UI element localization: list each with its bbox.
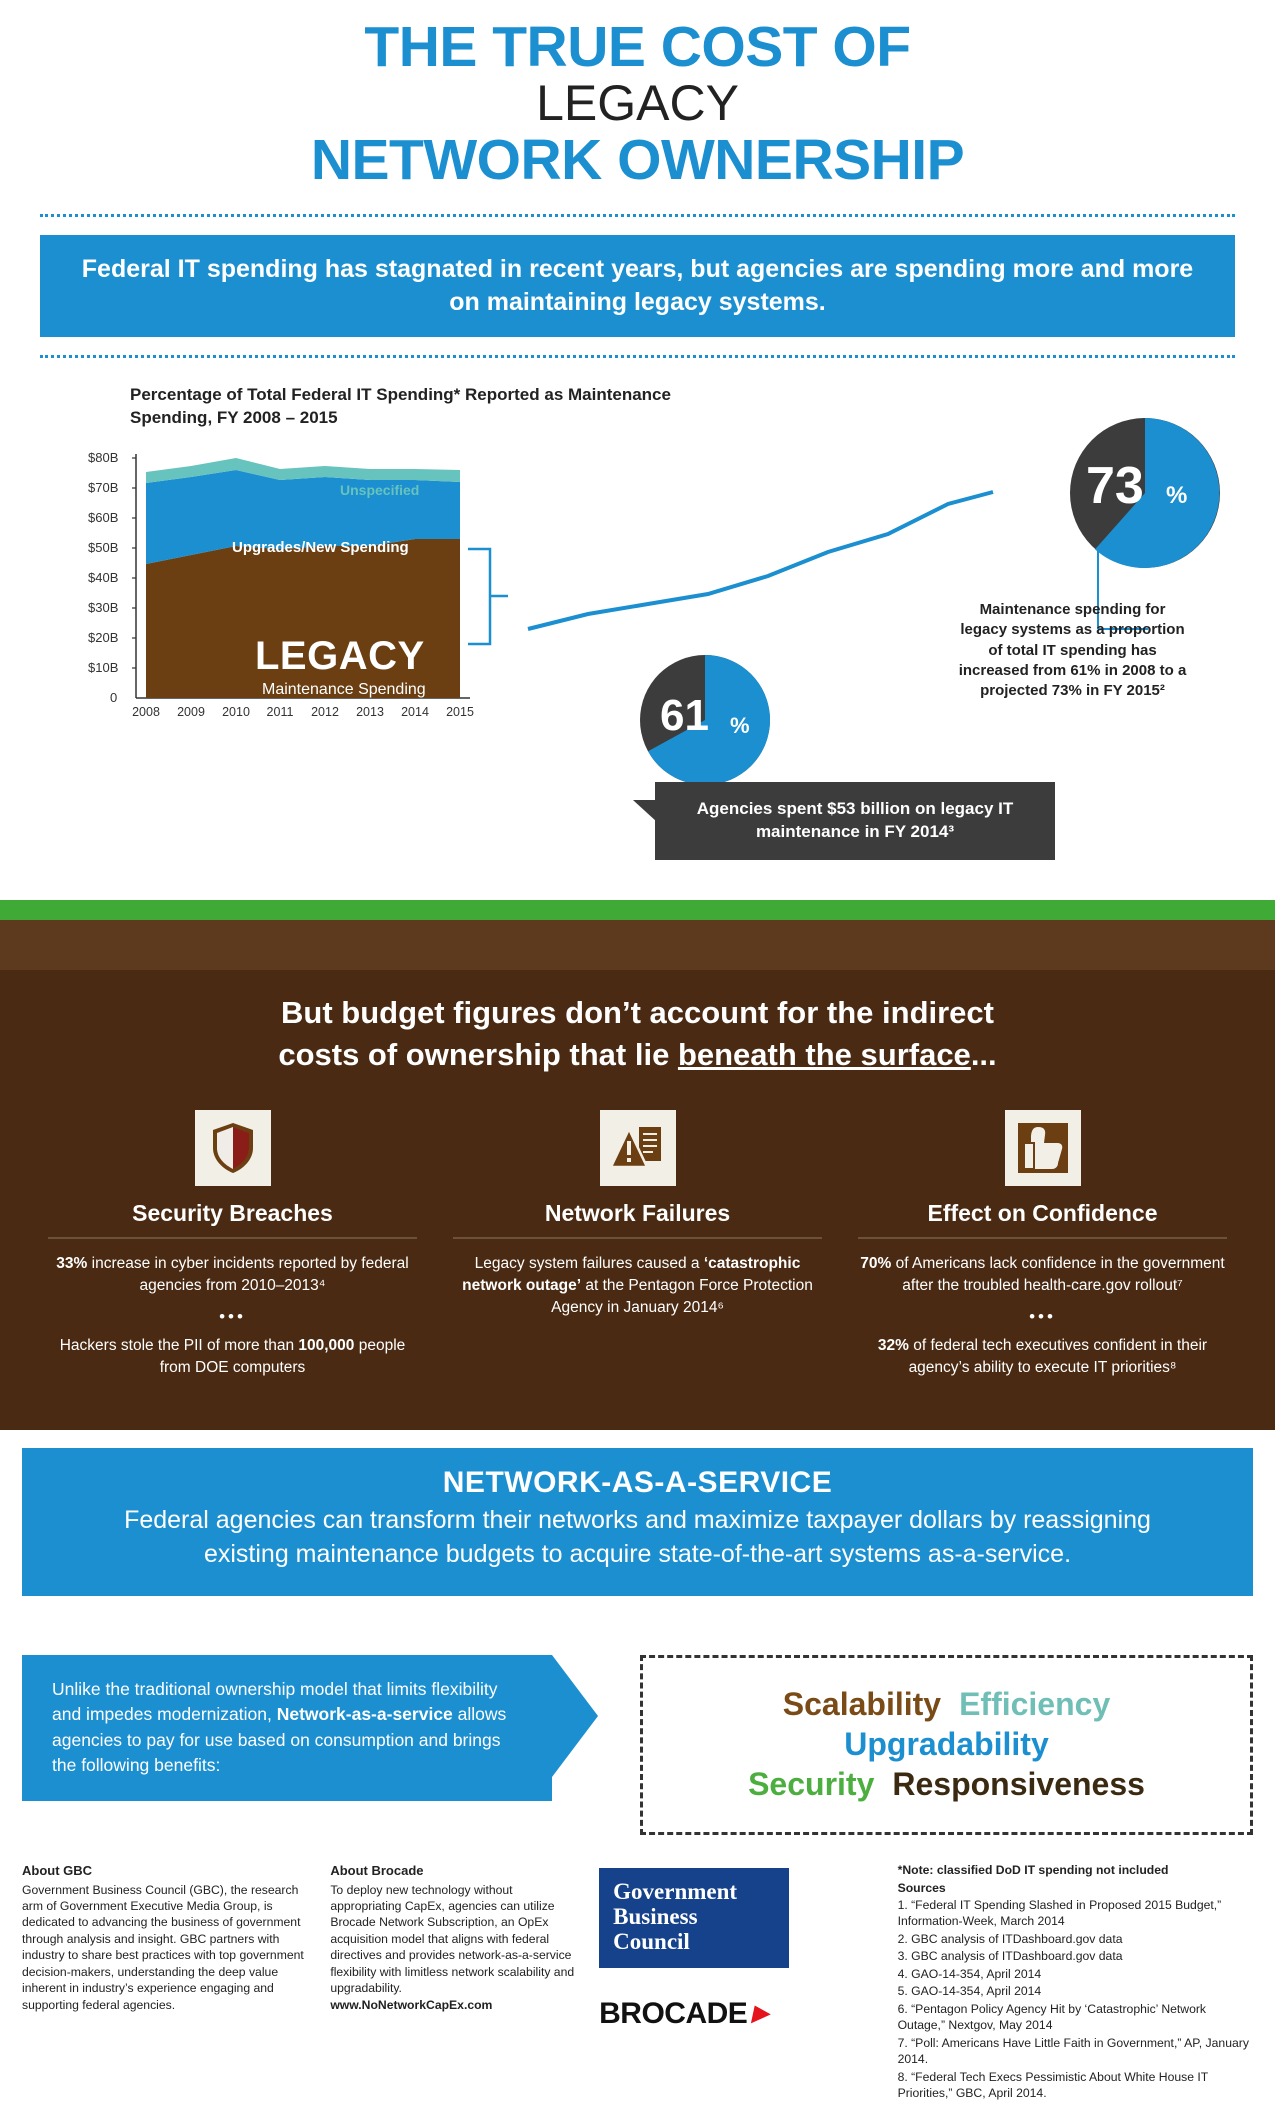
sources [898, 1862, 1253, 2103]
benefits-arrow [552, 1655, 598, 1777]
donut-73 [1070, 418, 1220, 573]
xtick-2014: 2014 [401, 705, 429, 720]
gbc-logo-line3: Council [613, 1928, 690, 1954]
donut-73-value: 73 [1086, 457, 1144, 515]
benefits-intro-pre: Unlike the traditional ownership model that limits flexibility and impedes modernization, [52, 1679, 498, 1725]
ytick-10: $10B [88, 660, 119, 676]
benefit-scalability: Scalability [782, 1686, 942, 1723]
network-stat-1-bold: ‘catastrophic network outage’ [462, 1255, 801, 1294]
logos [599, 1862, 875, 2103]
donut-61-value: 61 [660, 691, 709, 740]
brocade-logo [599, 1994, 875, 2035]
underground-heading-line1: But budget figures don’t account for the indirect [281, 995, 994, 1030]
confidence-stat-1-value: 70% [860, 1255, 892, 1272]
network-stat-1 [453, 1253, 822, 1319]
gbc-logo-line2: Business [613, 1903, 698, 1929]
trend-line [528, 492, 993, 629]
brocade-mark-icon: ► [743, 1997, 781, 2031]
benefits-intro-post: allows agencies to pay for use based on consumption and brings the following benefits: [52, 1704, 507, 1776]
security-dots: ••• [219, 1307, 246, 1326]
underground-heading-line2-post: ... [970, 1036, 997, 1072]
chart-title: Percentage of Total Federal IT Spending* Reported as Maintenance Spending, FY 2008 – 2015 [130, 385, 671, 427]
column-title-confidence: Effect on Confidence [927, 1200, 1158, 1226]
divider-banner [40, 355, 1235, 358]
xtick-2015: 2015 [446, 705, 474, 720]
xtick-2012: 2012 [311, 705, 339, 720]
security-stat-2-pre: Hackers stole the PII of more than [59, 1337, 299, 1354]
cost-columns [30, 1110, 1245, 1379]
ytick-40: $40B [88, 570, 119, 586]
ytick-70: $70B [88, 480, 119, 496]
xtick-2013: 2013 [356, 705, 384, 720]
source-4: 4. GAO-14-354, April 2014 [897, 1966, 1042, 1981]
naas-body: Federal agencies can transform their networks and maximize taxpayer dollars by reassigning existing maintenance budgets to acquire state-of-the-art systems as-a-service. [124, 1506, 1151, 1568]
source-2: 2. GBC analysis of ITDashboard.gov data [897, 1931, 1123, 1946]
underground-heading-underline: beneath the surface [677, 1036, 971, 1072]
source-5: 5. GAO-14-354, April 2014 [897, 1984, 1042, 1999]
benefit-security: Security [748, 1765, 875, 1802]
thumbs-up-icon [1005, 1110, 1081, 1186]
network-stat-1-post: at the Pentagon Force Protection Agency in January 2014⁶ [551, 1277, 813, 1316]
confidence-stat-1 [858, 1253, 1227, 1297]
benefit-upgradability: Upgradability [844, 1726, 1049, 1763]
security-stat-2 [48, 1335, 417, 1379]
ytick-30: $30B [88, 600, 119, 616]
column-rule-security [48, 1237, 417, 1239]
column-effect-on-confidence [840, 1110, 1245, 1379]
about-gbc-body: Government Business Council (GBC), the research arm of Government Executive Media Group, is dedicated to advancing the business of government through analysis and insight. GBC partners with industry to share best practices with top government decision-makers, understanding the deep value inherent in industry’s experience engaging and supporting federal agencies. [22, 1882, 304, 2012]
source-7: 7. “Poll: Americans Have Little Faith in Government,” AP, January 2014. [897, 2035, 1249, 2067]
donut-61-suffix: % [730, 713, 750, 738]
benefits-intro [22, 1655, 552, 1801]
benefits-list [640, 1655, 1253, 1835]
naas-heading: NETWORK-AS-A-SERVICE [442, 1466, 833, 1499]
page-title [0, 0, 1275, 200]
security-stat-1-value: 33% [56, 1255, 88, 1272]
column-rule-network [453, 1237, 822, 1239]
legacy-area-sublabel: Maintenance Spending [262, 681, 426, 699]
confidence-stat-2-value: 32% [877, 1337, 909, 1354]
security-stat-1 [48, 1253, 417, 1297]
callout-maintenance-share: Maintenance spending for legacy systems as a proportion of total IT spending has increased from 61% in 2008 to a projected 73% in FY 2015² [958, 601, 1187, 699]
source-8: 8. “Federal Tech Execs Pessimistic About White House IT Priorities,” GBC, April 2014. [897, 2069, 1209, 2101]
column-rule-confidence [858, 1237, 1227, 1239]
callout-53-billion: Agencies spent $53 billion on legacy IT maintenance in FY 2014³ [655, 782, 1055, 860]
sources-title: Sources [897, 1881, 946, 1896]
xtick-2011: 2011 [266, 705, 294, 720]
xtick-2010: 2010 [222, 705, 250, 720]
security-stat-1-text: increase in cyber incidents reported by federal agencies from 2010–2013⁴ [87, 1255, 409, 1294]
ytick-50: $50B [88, 540, 119, 556]
summary-banner: Federal IT spending has stagnated in recent years, but agencies are spending more and more on maintaining legacy systems. [40, 235, 1235, 337]
warning-document-icon [600, 1110, 676, 1186]
underground-heading [100, 992, 1175, 1076]
brocade-logo-text: BROCADE [599, 1997, 748, 2031]
divider-top [40, 214, 1235, 217]
donut-61 [640, 655, 770, 790]
confidence-dots: ••• [1029, 1307, 1056, 1326]
security-stat-2-value: 100,000 [298, 1337, 355, 1354]
benefits-row-2 [844, 1726, 1048, 1764]
xtick-2008: 2008 [132, 705, 160, 720]
title-line-1: THE TRUE COST OF [364, 15, 911, 79]
benefits-row-1 [783, 1686, 1110, 1724]
benefits-row-3 [748, 1766, 1145, 1804]
upgrades-area-label: Upgrades/New Spending [232, 539, 409, 557]
security-stat-2-post: people from DOE computers [159, 1337, 406, 1376]
soil-top-layer [0, 920, 1275, 976]
brocade-url[interactable]: www.NoNetworkCapEx.com [330, 1997, 493, 2012]
confidence-stat-2-text: of federal tech executives confident in their agency’s ability to execute IT priorities⁸ [908, 1337, 1208, 1376]
benefit-responsiveness: Responsiveness [892, 1765, 1145, 1802]
source-1: 1. “Federal IT Spending Slashed in Proposed 2015 Budget,” Information-Week, March 2014 [897, 1897, 1222, 1929]
underground-section [0, 900, 1275, 1430]
confidence-stat-1-text: of Americans lack confidence in the government after the troubled health-care.gov rollout⁷ [891, 1255, 1225, 1294]
ytick-20: $20B [88, 630, 119, 646]
naas-section [22, 1448, 1253, 1596]
source-3: 3. GBC analysis of ITDashboard.gov data [897, 1949, 1123, 1964]
gbc-logo-line1: Government [613, 1879, 738, 1904]
about-brocade [330, 1862, 577, 2103]
about-gbc-title: About GBC [22, 1863, 93, 1878]
ytick-80: $80B [88, 450, 119, 466]
sources-list [898, 1897, 1253, 2102]
legacy-area-label: LEGACY [255, 634, 425, 679]
confidence-stat-2 [858, 1335, 1227, 1379]
shield-icon [195, 1110, 271, 1186]
unspecified-area-label: Unspecified [340, 482, 420, 499]
about-brocade-title: About Brocade [330, 1863, 424, 1878]
gbc-logo [599, 1868, 789, 1968]
footer [22, 1862, 1253, 2103]
source-6: 6. “Pentagon Policy Agency Hit by ‘Catastrophic’ Network Outage,” Nextgov, May 2014 [897, 2001, 1207, 2033]
about-brocade-body: To deploy new technology without appropriating CapEx, agencies can utilize Brocade Network Subscription, an OpEx acquisition model that aligns with federal directives and provides network-as-a-service flexibility with limitless network scalability and upgradability. [330, 1882, 575, 1996]
sources-note: *Note: classified DoD IT spending not included [897, 1863, 1169, 1877]
ytick-60: $60B [88, 510, 119, 526]
network-stat-1-pre: Legacy system failures caused a [474, 1255, 704, 1272]
benefits-intro-bold: Network-as-a-service [276, 1704, 453, 1725]
about-gbc [22, 1862, 308, 2103]
title-line-2: LEGACY [536, 75, 739, 132]
column-network-failures [435, 1110, 840, 1379]
underground-heading-line2-pre: costs of ownership that lie [278, 1036, 678, 1072]
benefit-efficiency: Efficiency [959, 1686, 1111, 1723]
xtick-2009: 2009 [177, 705, 205, 720]
donut-73-suffix: % [1166, 482, 1188, 509]
column-security-breaches [30, 1110, 435, 1379]
column-title-network: Network Failures [544, 1200, 731, 1226]
title-line-3: NETWORK OWNERSHIP [310, 127, 965, 192]
ytick-0: 0 [110, 690, 118, 706]
column-title-security: Security Breaches [132, 1200, 333, 1226]
